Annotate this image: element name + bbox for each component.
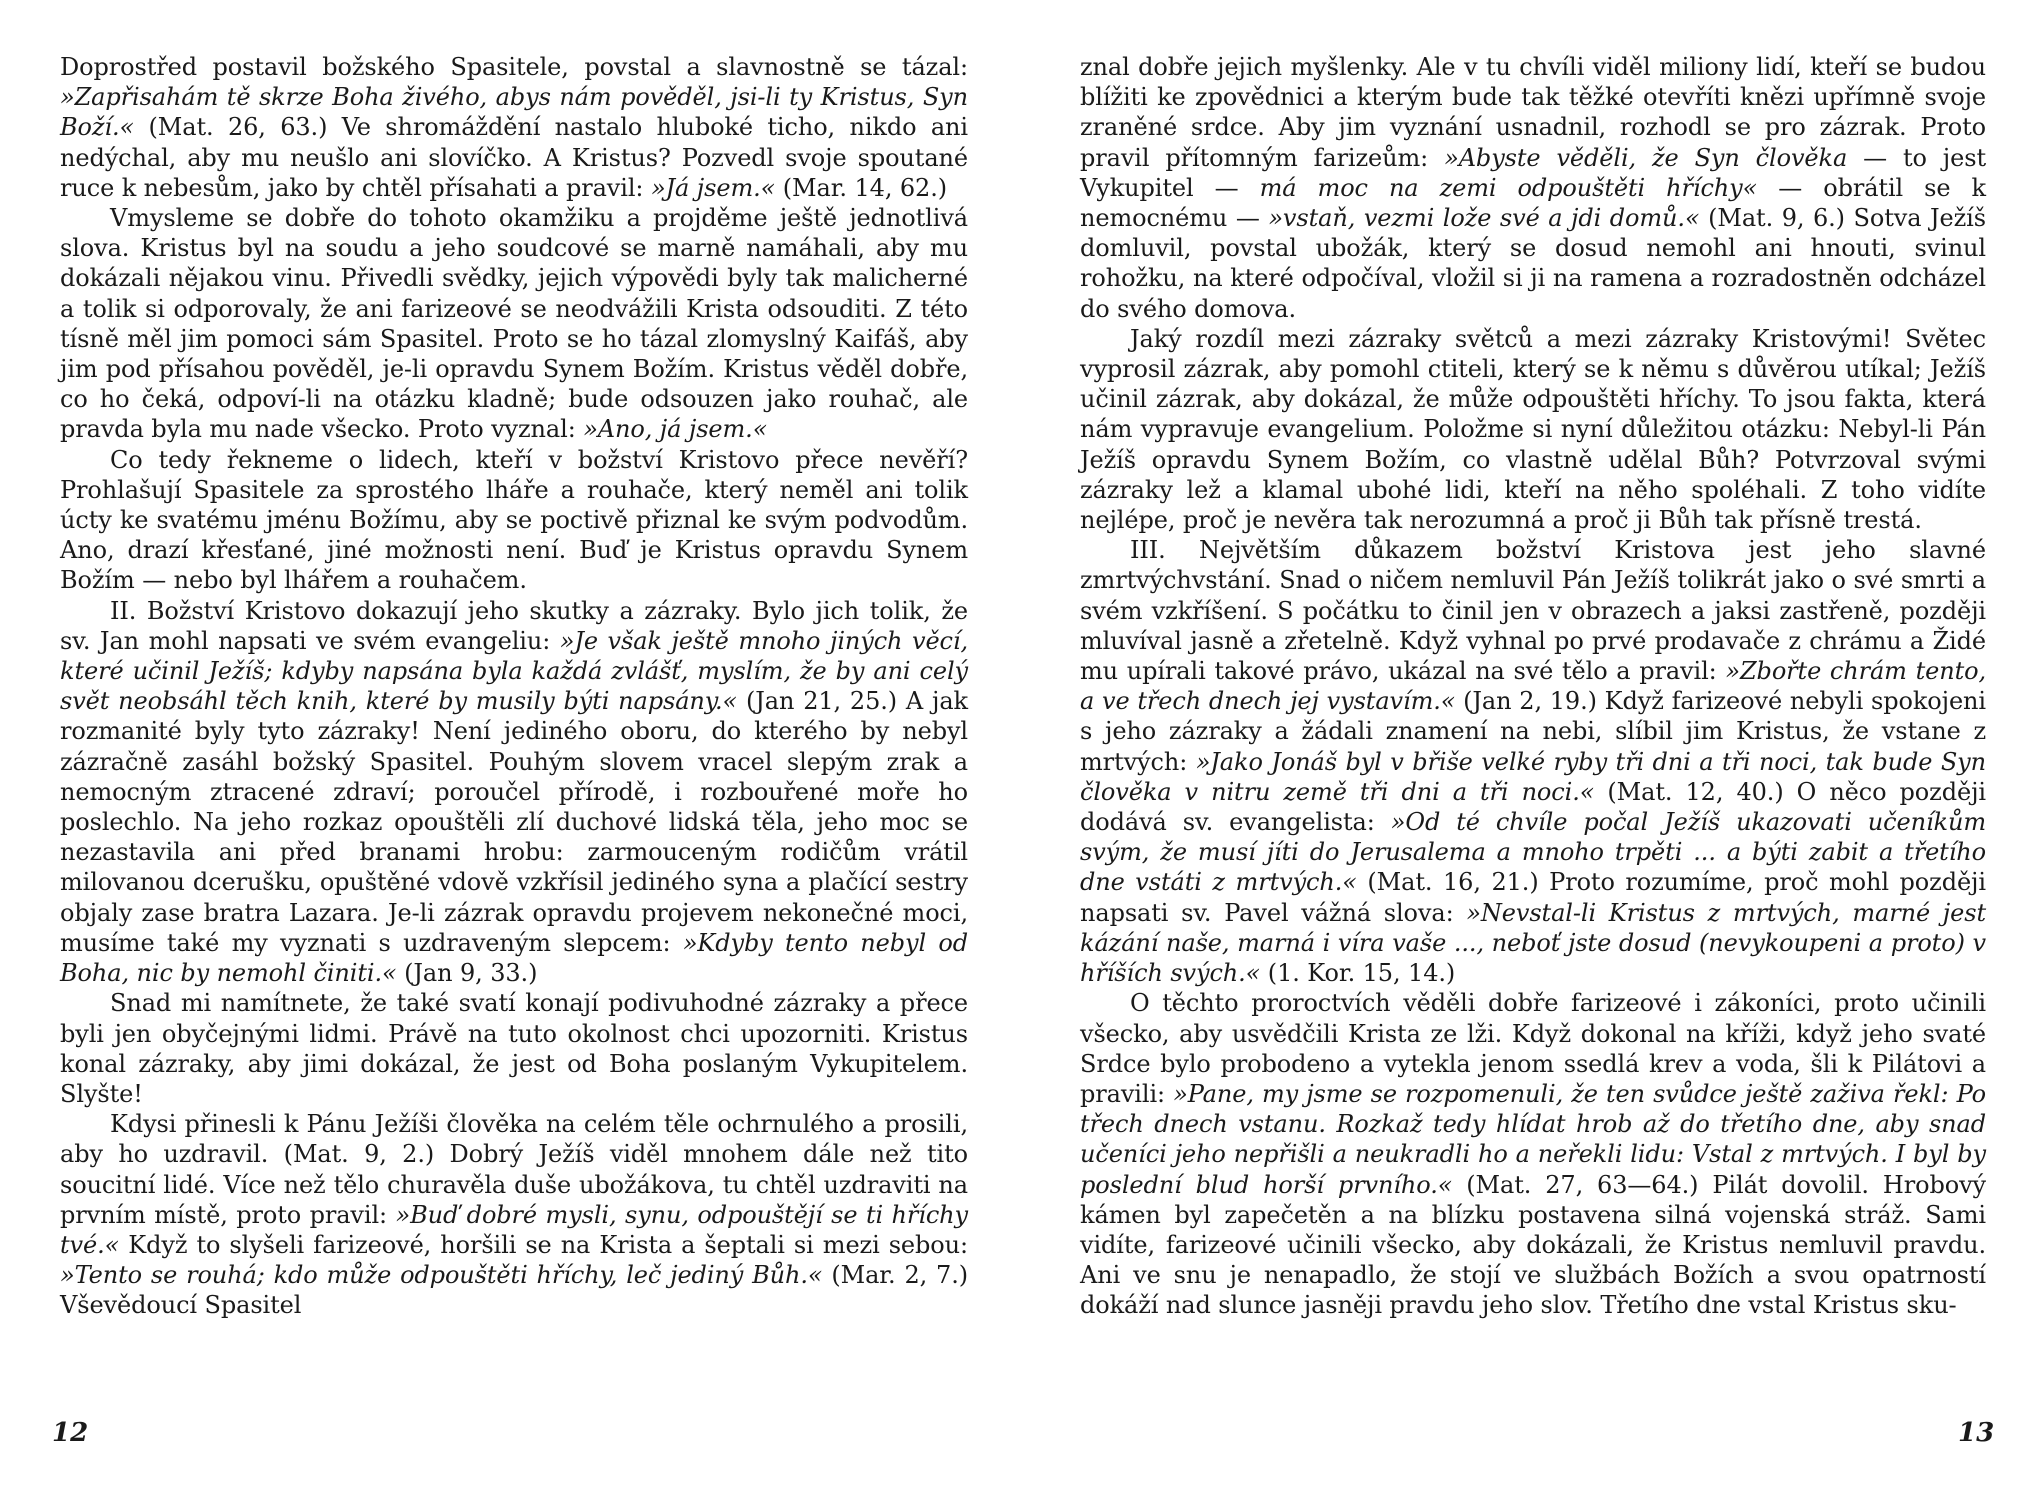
body-text: (Mat. 9, 6.) Sotva Ježíš domluvil, povstal ubožák, který se dosud nemohl ani hnouti, svinul rohožku, na které odpočíval, vložil si ji na ramena a rozradostněn odcházel do svého domova. [1080,204,1986,323]
body-text: II. Božství Kristovo dokazují jeho skutky a zázraky. Bylo jich tolik, že sv. Jan mohl napsati ve svém evangeliu: [60,596,968,655]
body-text: (Jan 9, 33.) [396,959,538,988]
quotation-text: »Tento se rouhá; kdo může odpouštěti hříchy, leč jediný Bůh.« [60,1261,823,1290]
quotation-text: má moc na zemi odpouštěti hříchy« [1259,173,1758,202]
body-text: Snad mi namítnete, že také svatí konají podivuhodné zázraky a přece byli jen obyčejnými lidmi. Právě na tuto okolnost chci upozorniti. Kristus konal zázraky, aby jimi dokázal, že jest od Boha poslaným Vykupitelem. Slyšte! [60,989,968,1108]
quotation-text: »Pane, my jsme se rozpomenuli, že ten svůdce ještě zaživa řekl: Po třech dnech vstanu. Rozkaž tedy hlídat hrob až do třetího dne, aby snad učeníci jeho nepřišli a neukradli ho a neřekli lidu: Vstal z mrtvých. I byl by poslední blud horší prvního.« [1080,1079,1986,1199]
quotation-text: »Zbořte chrám tento, a ve třech dnech jej vystavím.« [1080,657,1986,716]
body-text: znal dobře jejich myšlenky. Ale v tu chvíli viděl miliony lidí, kteří se budou blížiti ke zpovědnici a kterým bude tak těžké otevříti knězi upřímně svoje zraněné srdce. Aby jim vyznání usnadnil, rozhodl se pro zázrak. Proto pravil přítomným farizeům: [1080,53,1986,172]
body-text: (1. Kor. 15, 14.) [1260,959,1456,988]
body-text: (Mat. 26, 63.) Ve shromáždění nastalo hluboké ticho, nikdo ani nedýchal, aby mu neušlo ani slovíčko. A Kristus? Pozvedl svoje spoutané ruce k nebesům, jako by chtěl přísahati a pravil: [60,113,968,202]
body-text: O těchto proroctvích věděli dobře farizeové i zákoníci, proto učinili všecko, aby usvědčili Krista ze lži. Když dokonal na kříži, když jeho svaté Srdce bylo probodeno a vytekla jenom ssedlá krev a voda, šli k Pilátovi a pravili: [1080,989,1986,1108]
body-text: (Jan 2, 19.) Když farizeové nebyli spokojeni s jeho zázraky a žádali znamení na nebi, slíbil jim Kristus, že vstane z mrtvých: [1080,687,1986,776]
paragraph [1080,535,1986,988]
quotation-text: »vstaň, vezmi lože své a jdi domů.« [1268,204,1700,233]
quotation-text: »Je však ještě mnoho jiných věcí, které učinil Ježíš; kdyby napsána byla každá zvlášť, myslím, že by ani celý svět neobsáhl těch knih, které by musily býti napsány.« [60,626,968,716]
quotation-text: »Nevstal-li Kristus z mrtvých, marné jest kázání naše, marná i víra vaše ..., neboť jste dosud (nevykoupeni a proto) v hříších svých.« [1080,898,1986,988]
paragraph [60,988,968,1109]
quotation-text: »Ano, já jsem.« [583,415,768,444]
body-text: III. Největším důkazem božství Kristova jest jeho slavné zmrtvýchvstání. Snad o ničem nemluvil Pán Ježíš tolikrát jako o své smrti a svém vzkříšení. S počátku to činil jen v obrazech a jaksi zastřeně, později mluvíval jasně a zřetelně. Když vyhnal po prvé prodavače z chrámu a Židé mu upírali takové právo, ukázal na své tělo a pravil: [1080,536,1986,686]
body-text: (Mat. 12, 40.) O něco později dodává sv. evangelista: [1080,777,1986,837]
body-text: (Mat. 27, 63—64.) Pilát dovolil. Hrobový kámen byl zapečetěn a na blízku postavena silná vojenská stráž. Sami vidíte, farizeové učinili všecko, aby dokázali, že Kristus nemluvil pravdu. Ani ve snu je nenapadlo, že stojí ve službách Božích a svou opatrností dokáží nad slunce jasněji pravdu jeho slov. Třetího dne vstal Kristus sku- [1080,1170,1986,1320]
page-number-right: 13 [1958,1418,1995,1448]
body-text: (Mat. 16, 21.) Proto rozumíme, proč mohl později napsati sv. Pavel vážná slova: [1080,868,1986,927]
paragraph [1080,988,1986,1320]
body-text: Kdysi přinesli k Pánu Ježíši člověka na celém těle ochrnulého a prosili, aby ho uzdravil. (Mat. 9, 2.) Dobrý Ježíš viděl mnohem dále než tito soucitní lidé. Více než tělo churavěla duše ubožákova, tu chtěl uzdraviti na prvním místě, proto pravil: [60,1110,968,1229]
paragraph [60,445,968,596]
body-text: — obrátil se k nemocnému — [1080,173,1987,233]
body-text: Jaký rozdíl mezi zázraky světců a mezi zázraky Kristovými! Světec vyprosil zázrak, aby pomohl ctiteli, který se k němu s důvěrou utíkal; Ježíš učinil zázrak, aby dokázal, že může odpouštěti hříchy. To jsou fakta, která nám vypravuje evangelium. Položme si nyní důležitou otázku: Nebyl-li Pán Ježíš opravdu Synem Božím, co vlastně udělal Bůh? Potvrzoval svými zázraky lež a klamal ubohé lidi, kteří na něho spoléhali. Z toho vidíte nejlépe, proč je nevěra tak nerozumná a proč ji Bůh tak přísně trestá. [1080,324,1986,535]
body-text: Doprostřed postavil božského Spasitele, povstal a slavnostně se tázal: [60,53,968,81]
quotation-text: »Zapřisahám tě skrze Boha živého, abys nám pověděl, jsi-li ty Kristus, Syn Boží.« [60,83,968,142]
paragraph [60,596,968,989]
quotation-text: »Od té chvíle počal Ježíš ukazovati učeníkům svým, že musí jíti do Jerusalema a mnoho trpěti ... a býti zabit a třetího dne vstáti z mrtvých.« [1080,808,1986,897]
body-text: — to jest Vykupitel — [1080,143,1986,202]
quotation-text: »Kdyby tento nebyl od Boha, nic by nemohl činiti.« [60,928,968,988]
quotation-text: »Já jsem.« [650,173,776,202]
paragraph [1080,52,1986,324]
body-text: (Jan 21, 25.) A jak rozmanité byly tyto zázraky! Není jediného oboru, do kterého by nebyl zázračně zasáhl božský Spasitel. Pouhým slovem vracel slepým zrak a nemocným ztracené zdraví; poroučel přírodě, i rozbouřené moře ho poslechlo. Na jeho rozkaz opouštěli zlí duchové lidská těla, jeho moc se nezastavila ani před branami hrobu: zarmouceným rodičům vrátil milovanou dcerušku, opuštěné vdově vzkřísil jediného syna a plačící sestry objaly zase bratra Lazara. Je-li zázrak opravdu projevem nekonečné moci, musíme také my vyznati s uzdraveným slepcem: [60,687,968,957]
body-text: (Mar. 14, 62.) [775,173,948,202]
body-text: (Mar. 2, 7.) Vševědoucí Spasitel [60,1261,968,1320]
left-page-text [60,52,968,1321]
page-number-left: 12 [52,1418,89,1448]
right-page-text [1080,52,1986,1321]
quotation-text: »Abyste věděli, že Syn člověka [1444,143,1848,172]
quotation-text: »Jako Jonáš byl v břiše velké ryby tři dni a tři noci, tak bude Syn člověka v nitru země tři dni a tři noci.« [1080,747,1986,806]
body-text: Co tedy řekneme o lidech, kteří v božství Kristovo přece nevěří? Prohlašují Spasitele za sprostého lháře a rouhače, který neměl ani tolik úcty ke svatému jménu Božímu, aby se poctivě přiznal ke svým podvodům. Ano, drazí křesťané, jiné možnosti není. Buď je Kristus opravdu Synem Božím — nebo byl lhářem a rouhačem. [60,445,968,595]
paragraph [60,1109,968,1320]
quotation-text: »Buď dobré mysli, synu, odpouštějí se ti hříchy tvé.« [60,1200,968,1259]
paragraph [60,52,968,203]
body-text: Vmysleme se dobře do tohoto okamžiku a projděme ještě jednotlivá slova. Kristus byl na soudu a jeho soudcové se marně namáhali, aby mu dokázali nějakou vinu. Přivedli svědky, jejich výpovědi byly tak malicherné a tolik si odporovaly, že ani farizeové se neodvážili Krista odsouditi. Z této tísně měl jim pomoci sám Spasitel. Proto se ho tázal zlomyslný Kaifáš, aby jim pod přísahou pověděl, je-li opravdu Synem Božím. Kristus věděl dobře, co ho čeká, odpoví-li na otázku kladně; bude odsouzen jako rouhač, ale pravda byla mu nade všecko. Proto vyznal: [60,204,968,444]
body-text: Když to slyšeli farizeové, horšili se na Krista a šeptali si mezi sebou: [119,1230,968,1259]
paragraph [1080,324,1986,535]
paragraph [60,203,968,445]
